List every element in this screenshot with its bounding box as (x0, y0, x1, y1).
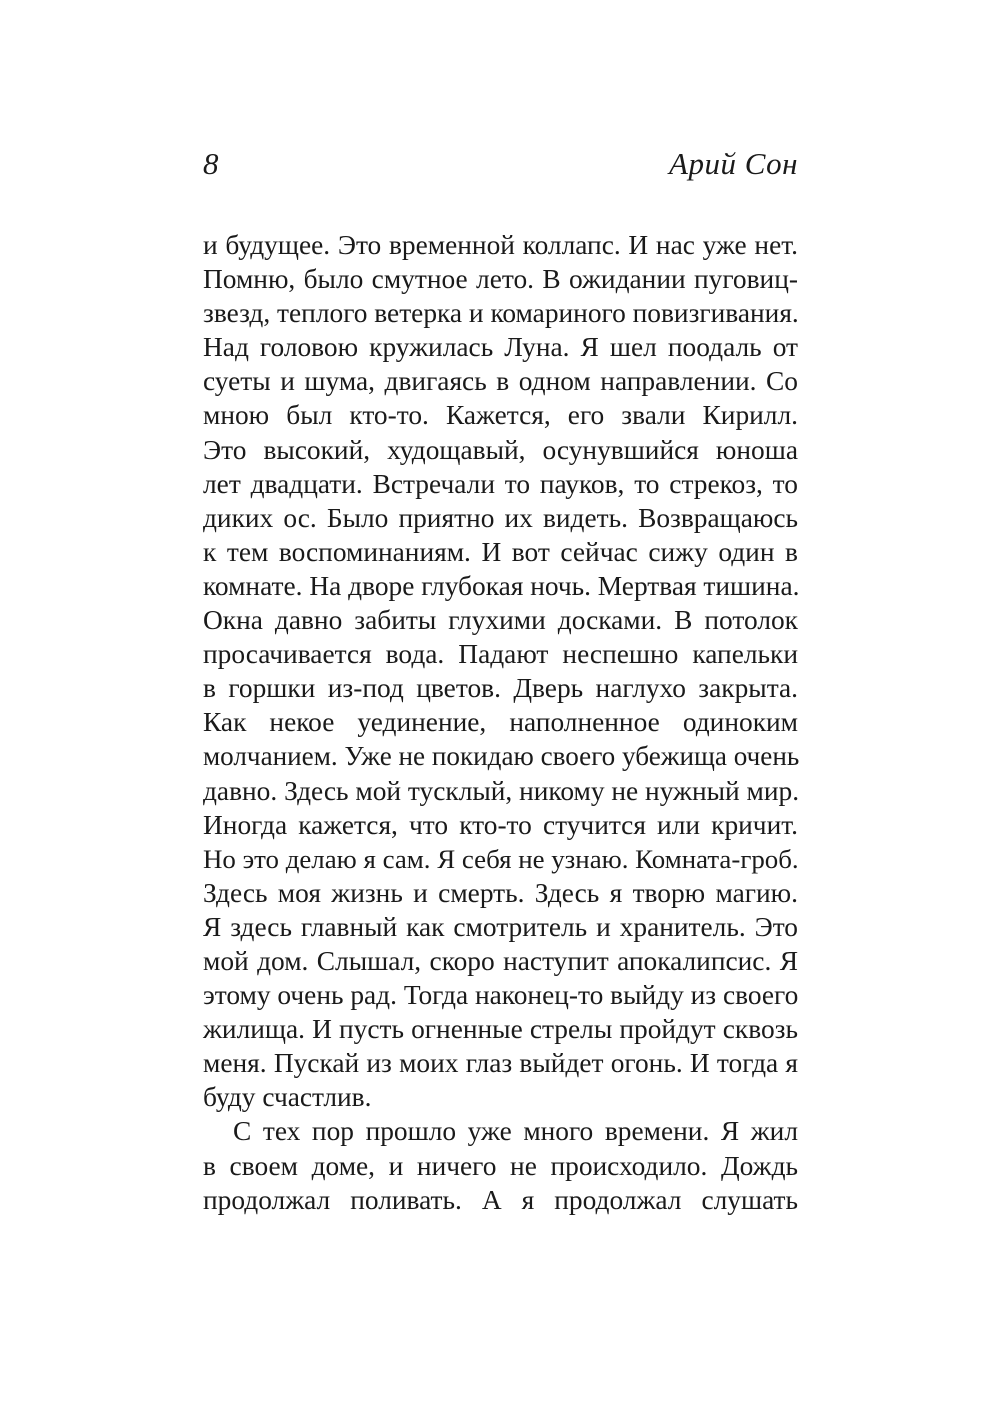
text-line: продолжал поливать. А я продолжал слушать (203, 1184, 798, 1215)
text-line: комнате. На дворе глубокая ночь. Мертвая тишина. (203, 570, 800, 601)
author-name: Арий Сон (669, 146, 798, 181)
text-line: просачивается вода. Падают неспешно капельки (203, 639, 798, 670)
text-line: в своем доме, и ничего не происходило. Дождь (203, 1150, 798, 1181)
text-line: Как некое уединение, наполненное одиноким (203, 707, 798, 738)
text-line: С тех пор прошло уже много времени. Я жил (233, 1116, 798, 1147)
text-line: лет двадцати. Встречали то пауков, то стрекоз, то (203, 468, 798, 499)
text-line: мною был кто-то. Кажется, его звали Кирилл. (203, 400, 798, 431)
text-line: и будущее. Это временной коллапс. И нас уже нет. (203, 230, 798, 260)
text-line: диких ос. Было приятно их видеть. Возвращаюсь (203, 502, 798, 533)
text-line: Я здесь главный как смотритель и хранитель. Это (203, 911, 798, 942)
text-line: Это высокий, худощавый, осунувшийся юноша (203, 434, 798, 465)
text-line: Окна давно забиты глухими досками. В потолок (203, 605, 798, 636)
text-line: жилища. И пусть огненные стрелы пройдут сквозь (203, 1014, 798, 1045)
text-line: к тем воспоминаниям. И вот сейчас сижу один в (203, 536, 798, 567)
text-line: мой дом. Слышал, скоро наступит апокалипсис. Я (203, 945, 798, 976)
running-head (203, 142, 798, 186)
text-line: этому очень рад. Тогда наконец-то выйду из своего (203, 980, 799, 1011)
text-line: давно. Здесь мой тусклый, никому не нужный мир. (203, 775, 800, 806)
text-line: Над головою кружилась Луна. Я шел поодаль от (203, 332, 798, 363)
text-line: Здесь моя жизнь и смерть. Здесь я творю магию. (203, 877, 798, 908)
text-line: в горшки из-под цветов. Дверь наглухо закрыта. (203, 673, 798, 704)
text-line: Но это делаю я сам. Я себя не узнаю. Комната-гроб. (203, 843, 799, 874)
text-line: суеты и шума, двигаясь в одном направлении. Со (203, 366, 798, 397)
page-number: 8 (203, 146, 219, 181)
text-line: буду счастлив. (203, 1082, 372, 1113)
text-line: меня. Пускай из моих глаз выйдет огонь. И тогда я (203, 1048, 798, 1079)
text-line: молчанием. Уже не покидаю своего убежища очень (203, 741, 800, 772)
text-line: звезд, теплого ветерка и комариного повизгивания. (203, 298, 799, 329)
body-text (203, 228, 798, 1217)
text-line: Иногда кажется, что кто-то стучится или кричит. (203, 809, 798, 840)
text-line: Помню, было смутное лето. В ожидании пуговиц- (203, 264, 798, 295)
